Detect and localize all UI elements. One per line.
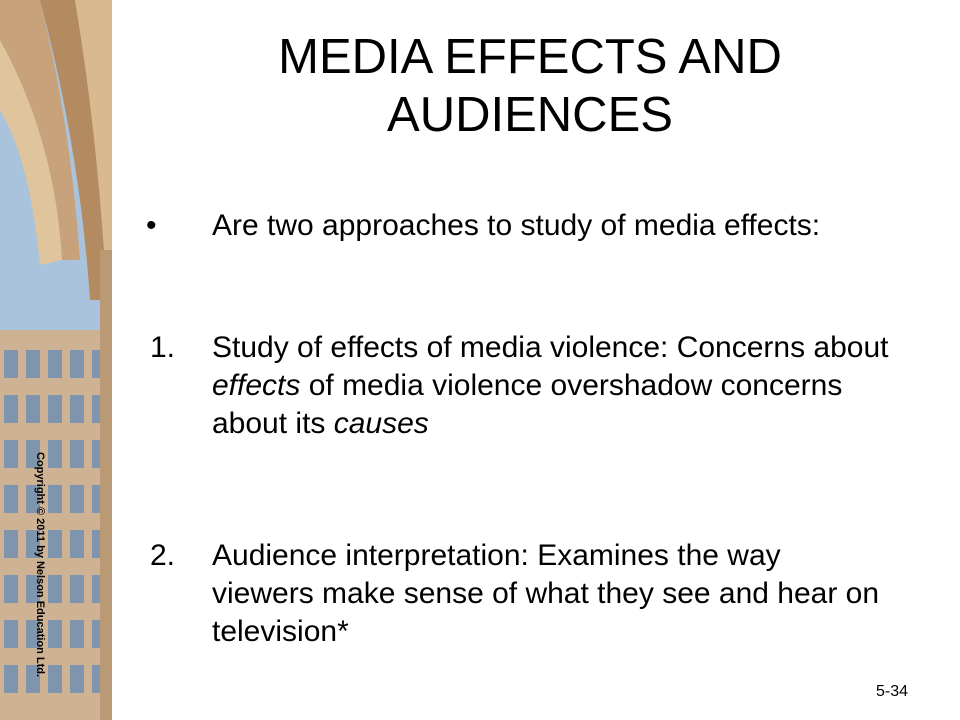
- slide-title: MEDIA EFFECTS AND AUDIENCES: [278, 30, 782, 142]
- item-number: 2.: [150, 539, 176, 572]
- bullet-text: Are two approaches to study of media effects:: [212, 209, 821, 242]
- numbered-item-1: [150, 329, 890, 443]
- bullet-marker: •: [146, 209, 157, 242]
- building-photo: [0, 0, 112, 720]
- bullet-item: [146, 207, 890, 245]
- item-number: 1.: [150, 331, 176, 364]
- slide-number: 5-34: [875, 683, 908, 700]
- emphasis-causes: causes: [333, 407, 429, 440]
- numbered-item-2: [150, 537, 890, 651]
- copyright-notice: [34, 452, 46, 692]
- text-segment: Study of effects of media violence: Concerns about: [212, 331, 889, 364]
- emphasis-effects: effects: [212, 369, 301, 402]
- item-text: [212, 329, 890, 443]
- copyright-text: Copyright © 2011 by Nelson Education Ltd.: [34, 452, 46, 678]
- item-text: Audience interpretation: Examines the way viewers make sense of what they see and hear on television*: [212, 539, 880, 648]
- text-segment: of media violence overshadow concerns about its: [212, 369, 843, 440]
